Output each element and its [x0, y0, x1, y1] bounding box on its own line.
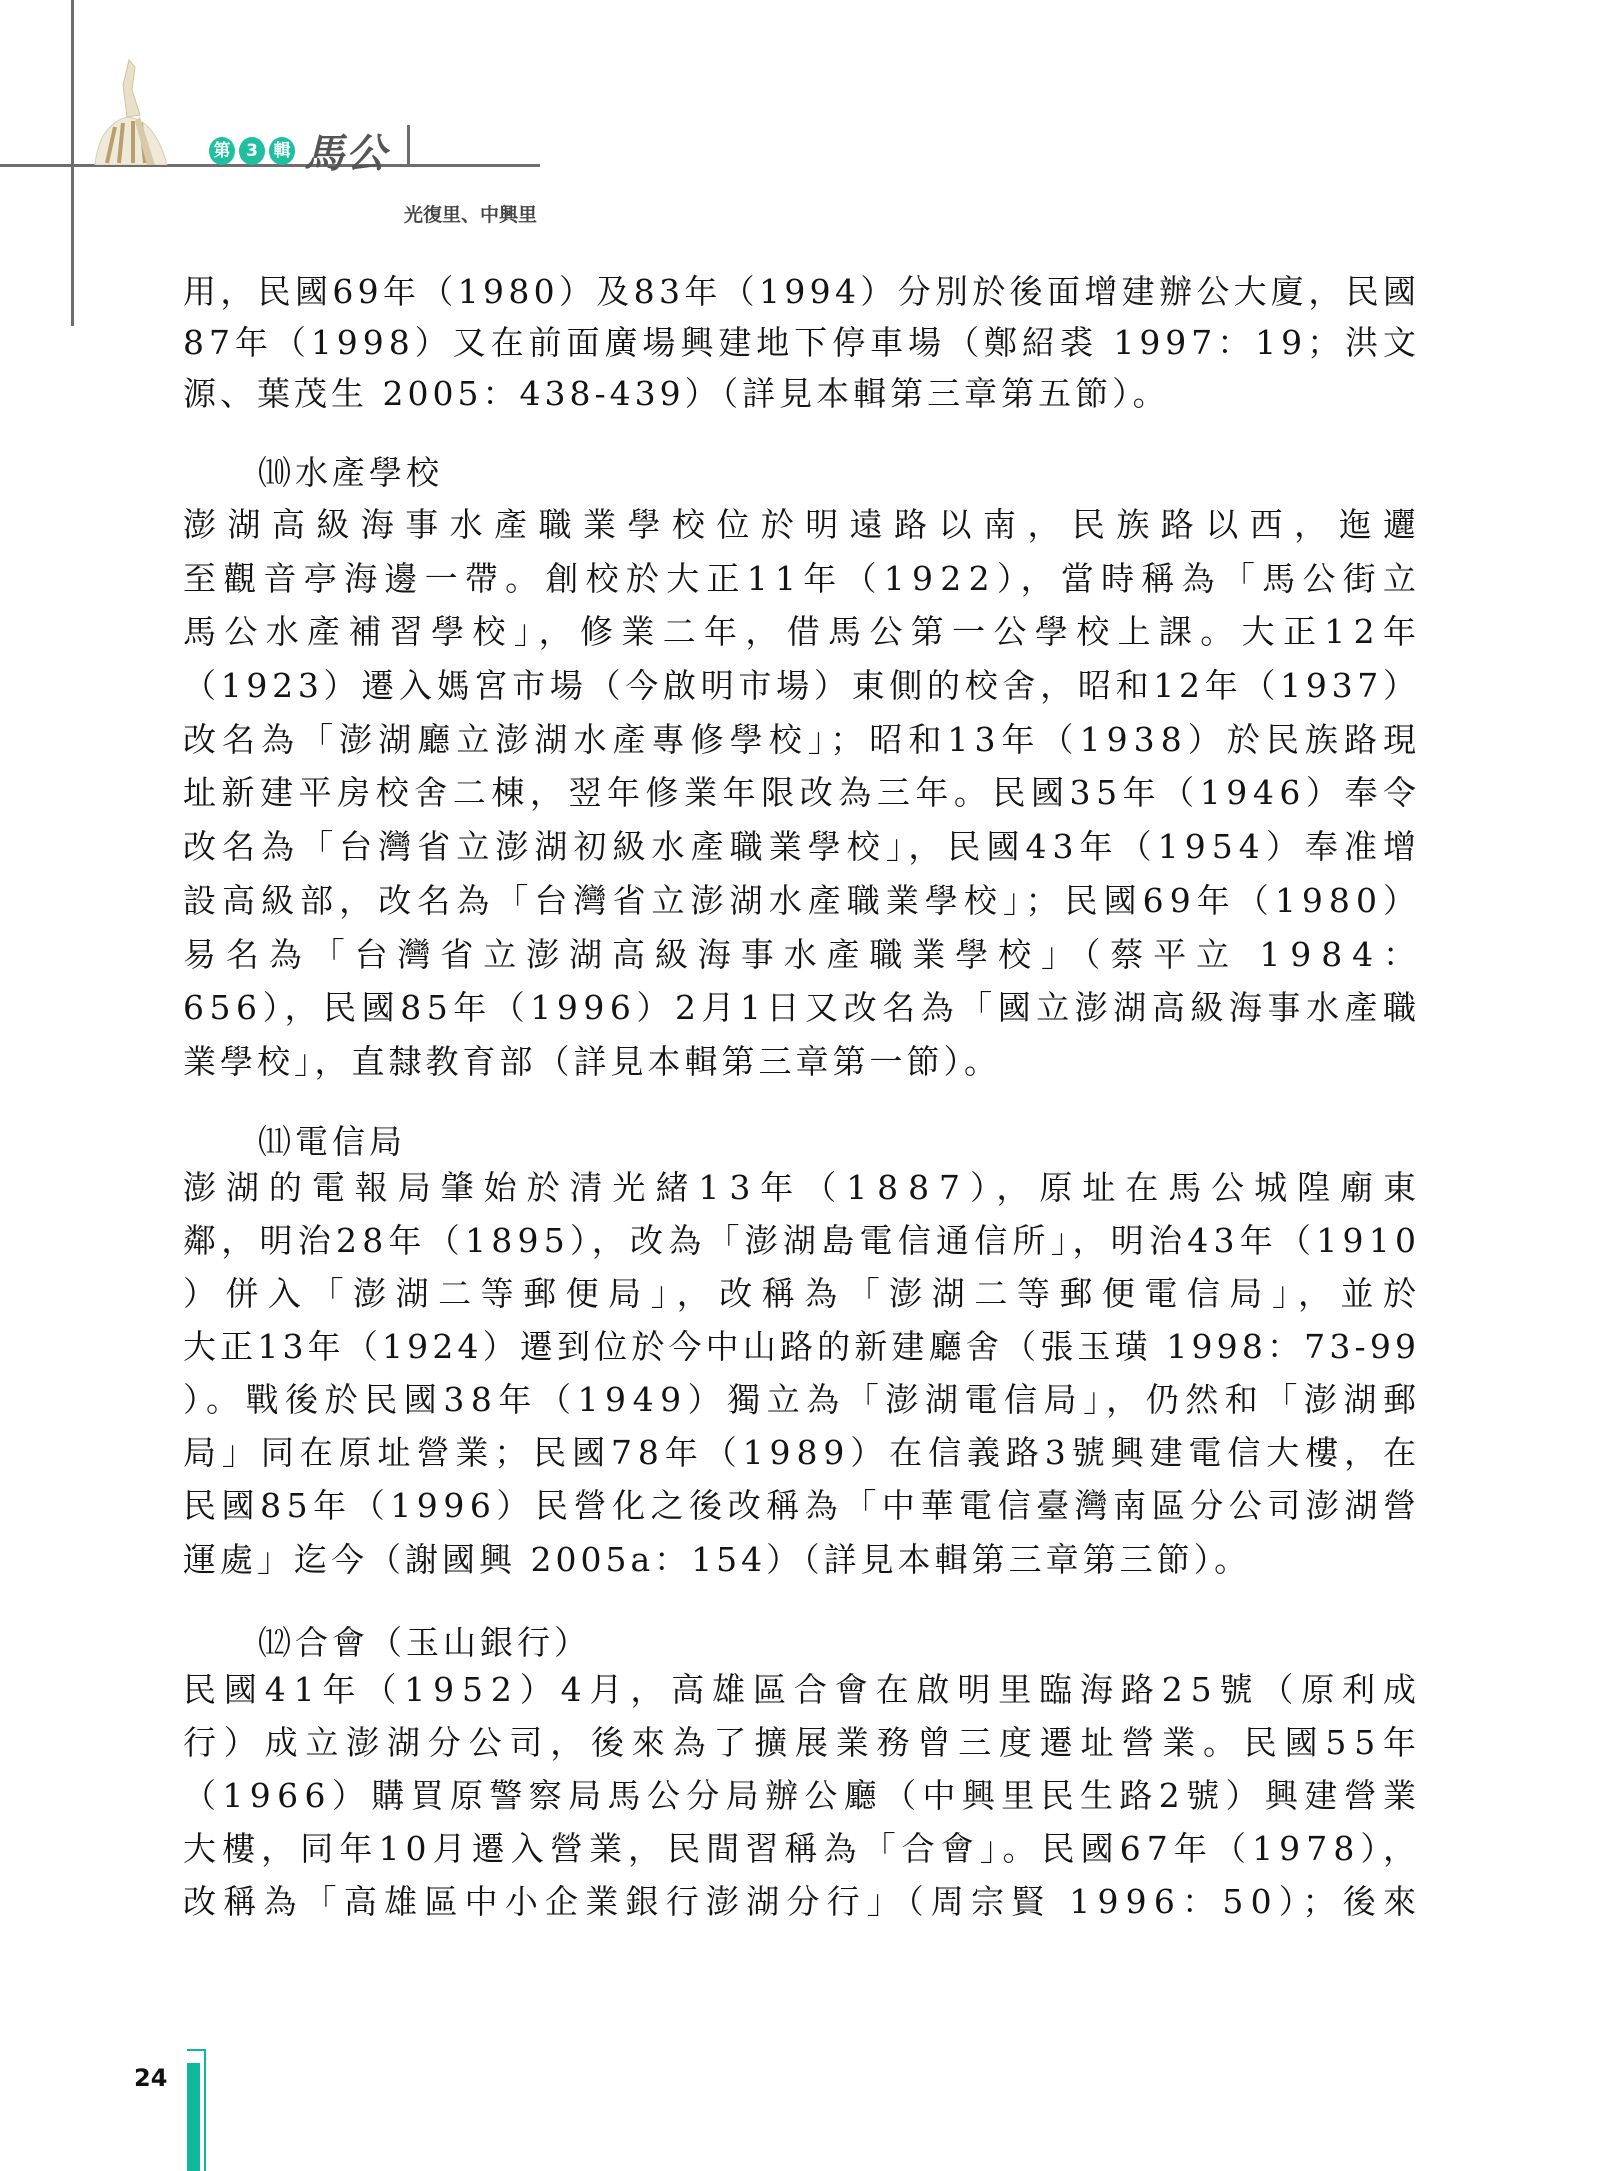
chapter-subtitle: 光復里、中興里	[404, 204, 538, 226]
series-badges	[209, 137, 295, 165]
statue-logo-icon	[85, 55, 175, 165]
body-line: 鄰，明治28年（1895），改為「澎湖島電信通信所」，明治43年（1910	[183, 1221, 1422, 1260]
body-line: ）併入「澎湖二等郵便局」，改稱為「澎湖二等郵便電信局」，並於	[183, 1274, 1426, 1313]
body-line: 大樓，同年10月遷入營業，民間習稱為「合會」。民國67年（1978），	[183, 1829, 1423, 1868]
body-line: 87年（1998）又在前面廣場興建地下停車場（鄭紹裘 1997：19；洪文	[183, 323, 1421, 362]
body-line: 易名為「台灣省立澎湖高級海事水產職業學校」（蔡平立 1984：	[183, 935, 1426, 974]
section-heading-11: ⑾電信局	[258, 1122, 406, 1161]
body-line: 馬公水產補習學校」，修業二年，借馬公第一公學校上課。大正12年	[183, 612, 1425, 651]
book-title: 馬公	[304, 130, 388, 177]
body-line: 局」同在原址營業；民國78年（1989）在信義路3號興建電信大樓，在	[183, 1433, 1422, 1472]
footer-accent-bar	[187, 2063, 200, 2171]
section-heading-12: ⑿合會（玉山銀行）	[258, 1623, 591, 1662]
section-heading-10: ⑽水產學校	[258, 453, 443, 492]
page-number: 24	[134, 2064, 168, 2092]
body-line: 澎湖高級海事水產職業學校位於明遠路以南，民族路以西，迤邐	[183, 505, 1428, 544]
body-line: 改名為「台灣省立澎湖初級水產職業學校」，民國43年（1954）奉准增	[183, 827, 1423, 866]
body-line: （1966）購買原警察局馬公分局辦公廳（中興里民生路2號）興建營業	[183, 1776, 1423, 1815]
body-line: 址新建平房校舍二棟，翌年修業年限改為三年。民國35年（1946）奉令	[183, 773, 1422, 812]
body-line: 656），民國85年（1996）2月1日又改名為「國立澎湖高級海事水產職	[183, 988, 1422, 1027]
body-line: 大正13年（1924）遷到位於今中山路的新建廳舍（張玉璜 1998：73-99	[183, 1327, 1421, 1366]
body-line: 改稱為「高雄區中小企業銀行澎湖分行」（周宗賢 1996：50）；後來	[183, 1882, 1424, 1921]
body-line: 民國41年（1952）4月，高雄區合會在啟明里臨海路25號（原利成	[183, 1670, 1424, 1709]
body-line: 用，民國69年（1980）及83年（1994）分別於後面增建辦公大廈，民國	[183, 272, 1421, 311]
body-line: 改名為「澎湖廳立澎湖水產專修學校」；昭和13年（1938）於民族路現	[183, 720, 1423, 759]
body-line: 至觀音亭海邊一帶。創校於大正11年（1922），當時稱為「馬公街立	[183, 559, 1424, 598]
body-line: ）。戰後於民國38年（1949）獨立為「澎湖電信局」，仍然和「澎湖郵	[183, 1380, 1423, 1419]
series-badge-number: 3	[239, 137, 265, 165]
title-separator	[407, 125, 410, 167]
body-line: 民國85年（1996）民營化之後改稱為「中華電信臺灣南區分公司澎湖營	[183, 1486, 1422, 1525]
body-line: 行）成立澎湖分公司，後來為了擴展業務曾三度遷址營業。民國55年	[183, 1723, 1424, 1762]
page-margin-vertical-rule	[71, 0, 74, 326]
body-line: 澎湖的電報局肇始於清光緒13年（1887），原址在馬公城隍廟東	[183, 1168, 1426, 1207]
body-line: 源、葉茂生 2005：438-439）（詳見本輯第三章第五節）。	[183, 374, 1170, 413]
body-line: 運處」迄今（謝國興 2005a：154）（詳見本輯第三章第三節）。	[183, 1540, 1252, 1579]
series-badge-di: 第	[209, 137, 235, 165]
series-badge-ji: 輯	[269, 137, 295, 165]
body-line: （1923）遷入媽宮市場（今啟明市場）東側的校舍，昭和12年（1937）	[183, 666, 1421, 705]
body-line: 業學校」，直隸教育部（詳見本輯第三章第一節）。	[183, 1042, 1001, 1081]
body-line: 設高級部，改名為「台灣省立澎湖水產職業學校」；民國69年（1980）	[183, 881, 1423, 920]
